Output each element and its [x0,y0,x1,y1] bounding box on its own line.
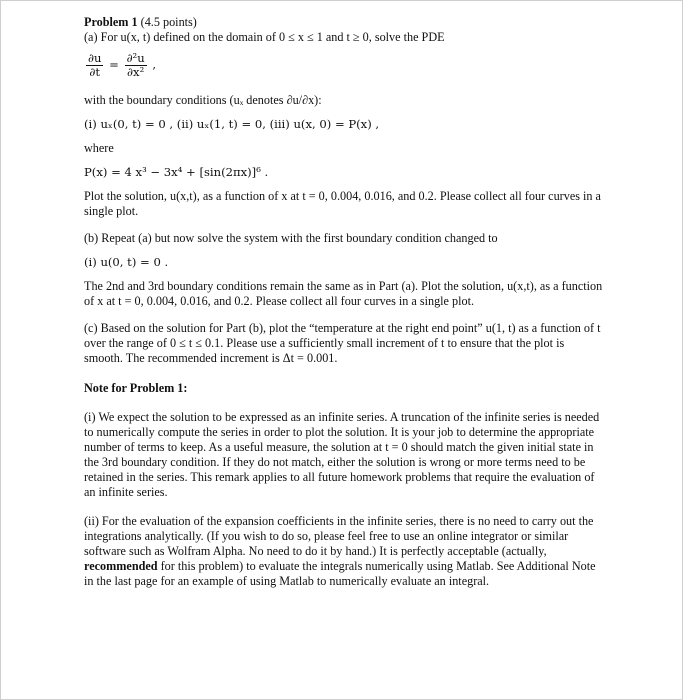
part-b-bc: (i) u(0, t) = 0 . [84,255,169,269]
problem-heading [84,15,604,30]
part-b-intro: (b) Repeat (a) but now solve the system with the first boundary condition changed to [84,231,498,245]
bc-list: (i) uₓ(0, t) = 0 , (ii) uₓ(1, t) = 0, (iii) u(x, 0) = P(x) , [84,117,380,131]
plot-instruction-a: Plot the solution, u(x,t), as a function of x at t = 0, 0.004, 0.016, and 0.2. Please collect all four curves in a single plot. [84,189,601,218]
p-definition: P(x) = 4 x³ − 3x⁴ + [sin(2πx)]⁶ . [84,165,269,179]
problem-content [84,15,604,589]
pde-rhs-fraction [125,52,147,79]
pde-equation [84,52,604,79]
note-ii-part-a: (ii) For the evaluation of the expansion coefficients in the infinite series, there is no need to carry out the integrations analytically. (If you wish to do so, please feel free to use an online integrator or similar software such as Wolfram Alpha. No need to do it by hand.) It is perfectly acceptable (actually, [84,514,594,558]
pde-rhs-numerator: ∂²u [126,51,145,65]
note-i: (i) We expect the solution to be expressed as an infinite series. A truncation of the infinite series is needed to numerically compute the series in order to plot the solution. It is your job to determine the appropriate number of terms to keep. As a useful measure, the solution at t = 0 should match the given initial state in the 3rd boundary condition. If they do not match, either the solution is wrong or more terms need to be retained in the series. This remark applies to all future homework problems that require the evaluation of an infinite series. [84,410,600,499]
note-ii-recommended: recommended [84,559,158,573]
pde-lhs-numerator: ∂u [88,51,102,65]
part-a-intro: (a) For u(x, t) defined on the domain of 0 ≤ x ≤ 1 and t ≥ 0, solve the PDE [84,30,445,44]
note-heading [84,381,604,396]
pde-equals: = [109,57,119,72]
pde-lhs-denominator: ∂t [89,65,101,79]
note-ii-part-b: for this problem) to evaluate the integrals numerically using Matlab. See Additional Note in the last page for an example of using Matlab to numerically evaluate an integral. [84,559,596,588]
note-ii [84,514,604,589]
pde-lhs-fraction [86,52,103,79]
problem-points: (4.5 points) [140,15,197,29]
pde-comma: , [152,57,157,72]
note-heading-text: Note for Problem 1: [84,381,188,395]
problem-title: Problem 1 [84,15,138,29]
where-label: where [84,141,114,155]
part-c-text: (c) Based on the solution for Part (b), plot the “temperature at the right end point” u(1, t) as a function of t over the range of 0 ≤ t ≤ 0.1. Please use a sufficiently small increment of t to ensure that the plot is smooth. The recommended increment is Δt = 0.001. [84,321,601,365]
pde-rhs-denominator: ∂x² [127,65,145,79]
bc-intro: with the boundary conditions (uₓ denotes ∂u/∂x): [84,93,322,107]
part-b-text: The 2nd and 3rd boundary conditions remain the same as in Part (a). Plot the solution, u(x,t), as a function of x at t = 0, 0.004, 0.016, and 0.2. Please collect all four curves in a single plot. [84,279,603,308]
